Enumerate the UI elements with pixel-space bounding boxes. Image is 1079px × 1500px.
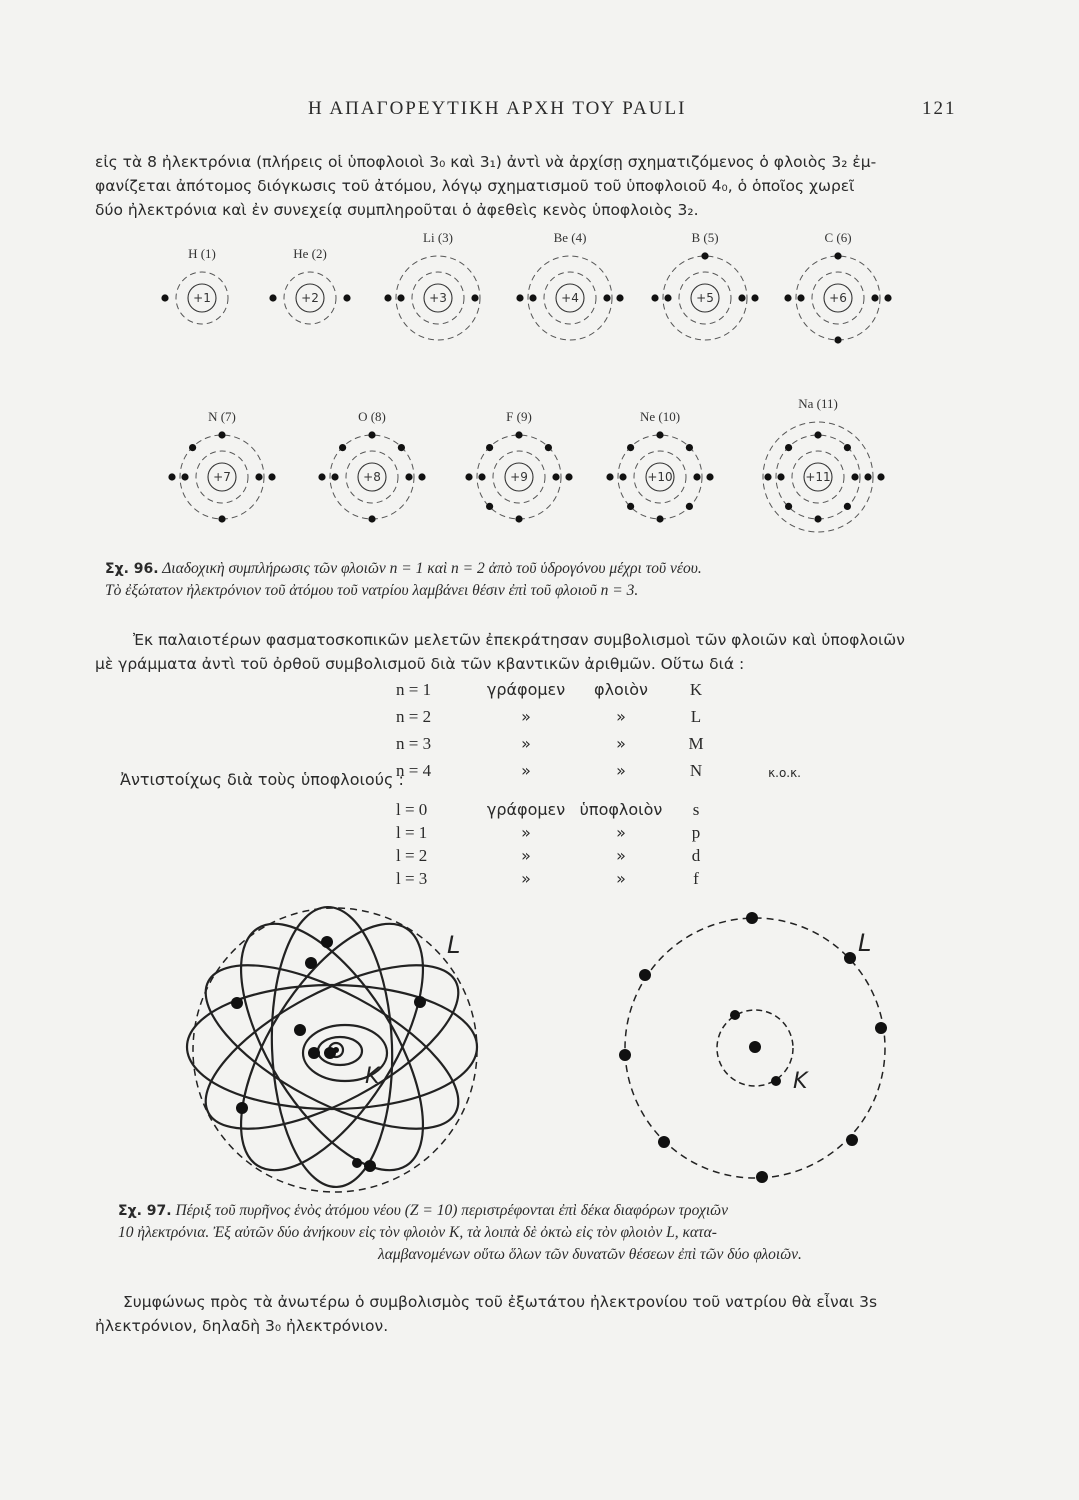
table-cell-extra [721, 703, 801, 730]
table-cell-sym: d [691, 845, 701, 865]
electron [834, 252, 841, 259]
text-line: εἰς τὰ 8 ἠλεκτρόνια (πλήρεις οἱ ὑποφλοιοὶ 3₀ καὶ 3₁) ἀντὶ νὰ ἀρχίσῃ σχηματιζόμενος ὁ φλοιὸς 3₂ ἐμ- [95, 153, 877, 171]
electron [405, 473, 412, 480]
atom-diagram [784, 230, 891, 344]
electron [606, 473, 613, 480]
table-row [396, 798, 721, 821]
nucleus-charge: +6 [829, 291, 847, 305]
shell-label-L: L [858, 929, 872, 957]
electrons [619, 912, 887, 1183]
table-row [396, 867, 721, 890]
electron [368, 431, 375, 438]
electron [181, 473, 188, 480]
subshell-symbol-table [396, 798, 721, 890]
table-row [396, 757, 801, 784]
table-row [396, 676, 801, 703]
atom-diagram [168, 409, 275, 523]
electron [269, 294, 276, 301]
electron [627, 444, 634, 451]
table-cell-noun: » [616, 869, 626, 888]
table-cell-verb: » [521, 846, 531, 865]
table-cell-verb: » [521, 734, 531, 753]
electron [516, 294, 523, 301]
figure-97-caption [118, 1200, 968, 1266]
caption-label: Σχ. 97. [118, 1203, 172, 1219]
atom-label: N (7) [208, 409, 236, 424]
electron [418, 473, 425, 480]
atom-diagram [465, 409, 572, 523]
text-line: φανίζεται ἀπότομος διόγκωσις τοῦ ἀτόμου, λόγῳ σχηματισμοῦ τοῦ ὑποφλοιοῦ 4₀, ὁ ὁποῖος χωρεῖ [95, 177, 855, 195]
table-cell-noun: » [616, 734, 626, 753]
electron [777, 473, 784, 480]
text-line: δύο ἠλεκτρόνια καὶ ἐν συνεχείᾳ συμπληροῦται ὁ ἀφεθεὶς κενὸς ὑποφλοιὸς 3₂. [95, 201, 699, 219]
caption-text: Πέριξ τοῦ πυρῆνος ἑνὸς ἀτόμου νέου (Z = 10) περιστρέφονται ἐπὶ δέκα διαφόρων τροχιῶν [175, 1202, 728, 1219]
electron [656, 431, 663, 438]
table-cell-q: l = 3 [396, 868, 428, 888]
electron [738, 294, 745, 301]
atom-label: B (5) [691, 230, 719, 245]
table-cell-sym: N [689, 760, 703, 780]
electron [465, 473, 472, 480]
electron [619, 473, 626, 480]
atom-label: He (2) [293, 246, 327, 261]
electron [686, 503, 693, 510]
subshell-intro: Ἀντιστοίχως διὰ τοὺς ὑποφλοιούς : [120, 770, 404, 789]
table-cell-noun: » [616, 823, 626, 842]
table-cell-noun: φλοιὸν [594, 680, 648, 699]
neon-shell-model [619, 912, 887, 1183]
table-cell-verb: » [521, 707, 531, 726]
atom-diagram [161, 246, 228, 324]
electron [218, 431, 225, 438]
atom-label: Ne (10) [639, 409, 681, 424]
electron [785, 503, 792, 510]
table-row [396, 821, 721, 844]
electron [397, 294, 404, 301]
elliptic-orbit [187, 985, 477, 1109]
table-cell-extra [721, 676, 801, 703]
electron [471, 294, 478, 301]
page-number: 121 [922, 98, 957, 119]
electron [486, 444, 493, 451]
table-cell-noun: » [616, 761, 626, 780]
figure-96-caption [105, 558, 985, 602]
table-cell-sym: M [688, 733, 704, 753]
text-line: Ἐκ παλαιοτέρων φασματοσκοπικῶν μελετῶν ἐπεκράτησαν συμβολισμοὶ τῶν φλοιῶν καὶ ὑποφλοιῶν [133, 631, 905, 649]
table-cell-sym: L [690, 706, 702, 726]
table-cell-q: l = 2 [396, 845, 428, 865]
electron [515, 431, 522, 438]
electron [486, 503, 493, 510]
atom-label: O (8) [358, 409, 386, 424]
table-cell-q: n = 4 [396, 760, 432, 780]
table-cell-noun: » [616, 707, 626, 726]
electron [651, 294, 658, 301]
intro-paragraph [95, 150, 970, 222]
electron [268, 473, 275, 480]
electron [693, 473, 700, 480]
electron [603, 294, 610, 301]
electron [814, 431, 821, 438]
nucleus-charge: +10 [647, 470, 673, 484]
caption-text: 10 ἠλεκτρόνια. Ἐξ αὐτῶν δύο ἀνήκουν εἰς τὸν φλοιὸν K, τὰ λοιπὰ δὲ ὀκτὼ εἰς τὸν φλοιὸν L, κατα- [118, 1224, 717, 1241]
table-cell-sym: f [693, 868, 699, 888]
atom-diagram [269, 246, 350, 324]
table-cell-sym: p [691, 822, 701, 842]
caption-text: Διαδοχικὴ συμπλήρωσις τῶν φλοιῶν n = 1 καὶ n = 2 ἀπὸ τοῦ ὑδρογόνου μέχρι τοῦ νέου. [162, 560, 702, 577]
electron [785, 444, 792, 451]
electron [161, 294, 168, 301]
electron [844, 503, 851, 510]
atom-diagram [606, 409, 713, 523]
shell-symbol-table [396, 676, 801, 784]
electron [552, 473, 559, 480]
closing-paragraph [95, 1290, 970, 1338]
electron [851, 473, 858, 480]
atom-diagram [651, 230, 758, 340]
electron [545, 444, 552, 451]
electron [627, 503, 634, 510]
table-row [396, 703, 801, 730]
electron [797, 294, 804, 301]
table-cell-sym: s [692, 799, 700, 819]
electron [478, 473, 485, 480]
nucleus-charge: +9 [510, 470, 528, 484]
electron [189, 444, 196, 451]
nucleus-charge: +1 [193, 291, 211, 305]
electron [398, 444, 405, 451]
electron [884, 294, 891, 301]
table-cell-sym: K [689, 679, 703, 699]
electron [616, 294, 623, 301]
symbol-paragraph [95, 628, 970, 676]
electron [686, 444, 693, 451]
electron [343, 294, 350, 301]
nucleus-charge: +4 [561, 291, 579, 305]
electron [168, 473, 175, 480]
electron [871, 294, 878, 301]
table-cell-verb: γράφομεν [486, 800, 566, 819]
electron [218, 515, 225, 522]
atom-diagram [384, 230, 480, 340]
nucleus-charge: +7 [213, 470, 231, 484]
text-line: Συμφώνως πρὸς τὰ ἀνωτέρω ὁ συμβολισμὸς τοῦ ἐξωτάτου ἠλεκτρονίου τοῦ νατρίου θὰ εἶναι 3s [123, 1293, 878, 1311]
table-row [396, 844, 721, 867]
electron [656, 515, 663, 522]
table-row [396, 730, 801, 757]
nucleus-charge: +5 [696, 291, 714, 305]
atom-label: H (1) [188, 246, 216, 261]
electron [318, 473, 325, 480]
caption-label: Σχ. 96. [105, 561, 159, 577]
table-cell-q: n = 1 [396, 679, 432, 699]
atom-label: C (6) [824, 230, 852, 245]
shell-label-K: K [793, 1069, 808, 1094]
nucleus-charge: +11 [805, 470, 831, 484]
atom-diagram [763, 396, 885, 532]
electron [864, 473, 871, 480]
text-line: μὲ γράμματα ἀντὶ τοῦ ὀρθοῦ συμβολισμοῦ διὰ τῶν κβαντικῶν ἀριθμῶν. Οὕτω διά : [95, 655, 745, 673]
figure-96-atomic-shells [0, 225, 1079, 555]
table-cell-verb: » [521, 823, 531, 842]
neon-orbit-model [183, 905, 482, 1195]
text-line: ἠλεκτρόνιον, δηλαδὴ 3₀ ἠλεκτρόνιον. [95, 1317, 389, 1335]
electron [834, 336, 841, 343]
table-cell-q: n = 3 [396, 733, 432, 753]
table-cell-q: l = 0 [396, 799, 428, 819]
electron [331, 473, 338, 480]
electron [255, 473, 262, 480]
electron [751, 294, 758, 301]
elliptic-orbit [267, 905, 397, 1189]
table-cell-extra: κ.ο.κ. [768, 765, 801, 780]
electron [384, 294, 391, 301]
electron [877, 473, 884, 480]
shell-label-K: K [365, 1064, 380, 1089]
electron [515, 515, 522, 522]
electron [764, 473, 771, 480]
electrons [231, 936, 426, 1172]
atom-label: Be (4) [553, 230, 587, 245]
atom-diagram [318, 409, 425, 523]
electron [701, 252, 708, 259]
table-cell-verb: » [521, 869, 531, 888]
table-cell-q: n = 2 [396, 706, 432, 726]
table-cell-noun: ὑποφλοιὸν [579, 800, 663, 819]
table-cell-verb: γράφομεν [486, 680, 566, 699]
running-header: Η ΑΠΑΓΟΡΕΥΤΙΚΗ ΑΡΧΗ ΤΟΥ PAULI [308, 98, 687, 119]
nucleus-charge: +2 [301, 291, 319, 305]
electron [664, 294, 671, 301]
table-cell-verb: » [521, 761, 531, 780]
atom-label: Na (11) [798, 396, 838, 411]
shell-label-L: L [447, 931, 461, 959]
electron [339, 444, 346, 451]
electron [565, 473, 572, 480]
nucleus-charge: +8 [363, 470, 381, 484]
atom-label: Li (3) [423, 230, 453, 245]
electron [784, 294, 791, 301]
electron [706, 473, 713, 480]
electron [529, 294, 536, 301]
atom-label: F (9) [506, 409, 532, 424]
table-cell-noun: » [616, 846, 626, 865]
figure-97-neon-atom [0, 905, 1079, 1195]
caption-text: λαμβανομένων οὕτω ὅλων τῶν δυνατῶν θέσεων ἐπὶ τῶν δύο φλοιῶν. [378, 1246, 802, 1263]
caption-text: Τὸ ἐξώτατον ἠλεκτρόνιον τοῦ ἀτόμου τοῦ νατρίου λαμβάνει θέσιν ἐπὶ τοῦ φλοιοῦ n = 3. [105, 582, 639, 599]
electron [814, 515, 821, 522]
nucleus-charge: +3 [429, 291, 447, 305]
electron [368, 515, 375, 522]
table-cell-q: l = 1 [396, 822, 428, 842]
atom-diagram [516, 230, 623, 340]
table-cell-extra [721, 730, 801, 757]
electron [844, 444, 851, 451]
